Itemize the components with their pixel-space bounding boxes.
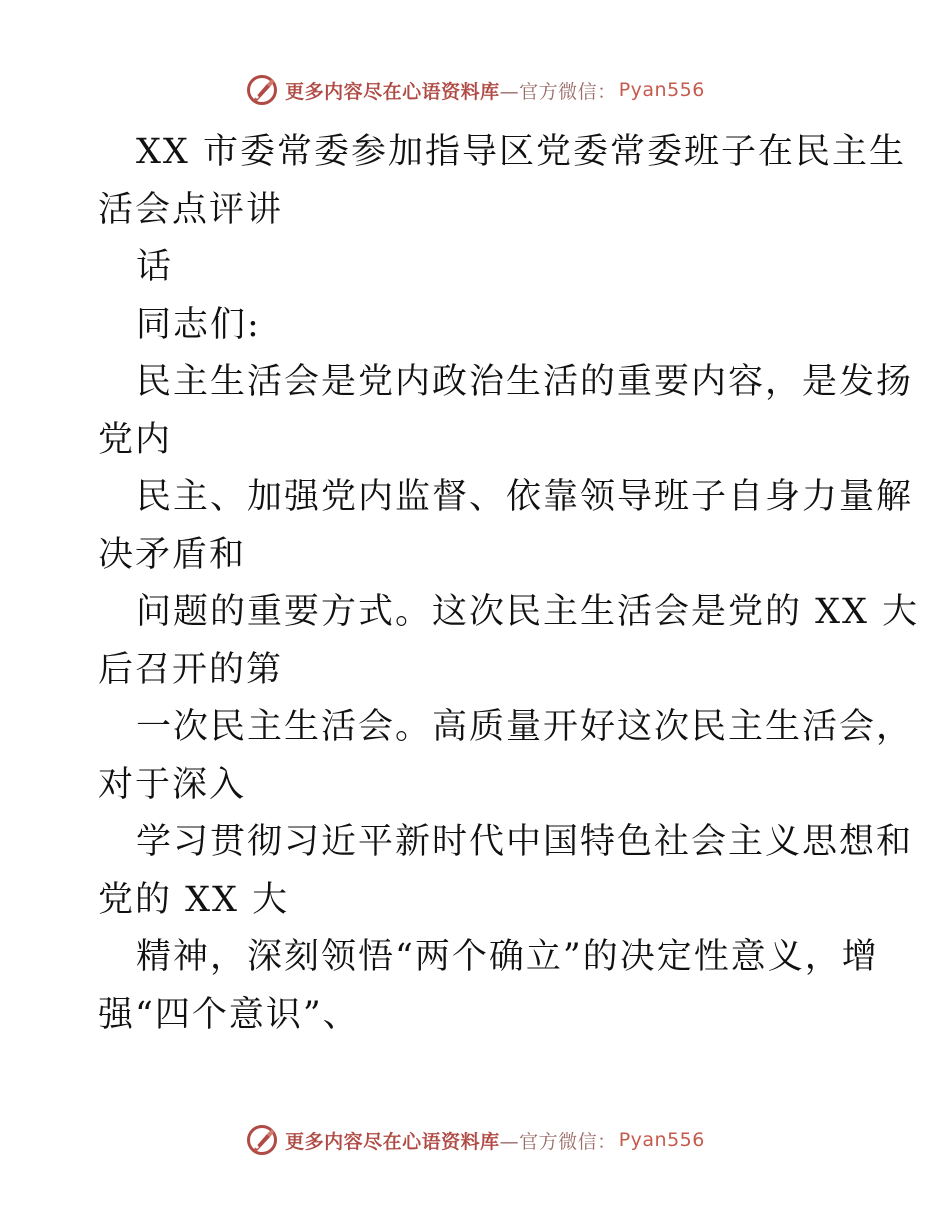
text-line: 精神，深刻领悟“两个确立”的决定性意义，增 [136,937,879,977]
text-line: 学习贯彻习近平新时代中国特色社会主义思想和 [136,822,914,862]
text-line: 后召开的第 [98,649,284,690]
watermark-wechat-id: Pyan556 [618,1129,705,1151]
text-line: 党内 [98,419,173,460]
text-line: XX 市委常委参加指导区党委常委班子在民主生 [136,132,906,172]
pen-logo-icon [245,73,279,107]
watermark-wechat-id: Pyan556 [618,79,705,101]
pen-logo-icon [245,1123,279,1157]
text-line: 决矛盾和 [98,534,247,575]
text-line: 民主、加强党内监督、依靠领导班子自身力量解 [136,477,914,517]
text-line: 活会点评讲 [98,189,284,230]
text-line: 问题的重要方式。这次民主生活会是党的 XX 大 [136,592,920,632]
text-line: 民主生活会是党内政治生活的重要内容，是发扬 [136,362,914,402]
text-line: 党的 XX 大 [98,879,290,920]
watermark-main-text: 更多内容尽在心语资料库 [285,1130,500,1153]
text-line: 话 [136,247,174,287]
header-watermark [0,70,950,110]
footer-watermark [0,1120,950,1160]
document-body [98,124,920,1044]
text-line: 一次民主生活会。高质量开好这次民主生活会， [136,707,914,747]
text-line: 同志们: [136,304,261,345]
watermark-separator: —官方微信： [499,1130,617,1153]
text-line: 对于深入 [98,764,247,805]
watermark-main-text: 更多内容尽在心语资料库 [285,80,500,103]
text-line: 强“四个意识”、 [98,994,360,1035]
watermark-separator: —官方微信： [499,80,617,103]
